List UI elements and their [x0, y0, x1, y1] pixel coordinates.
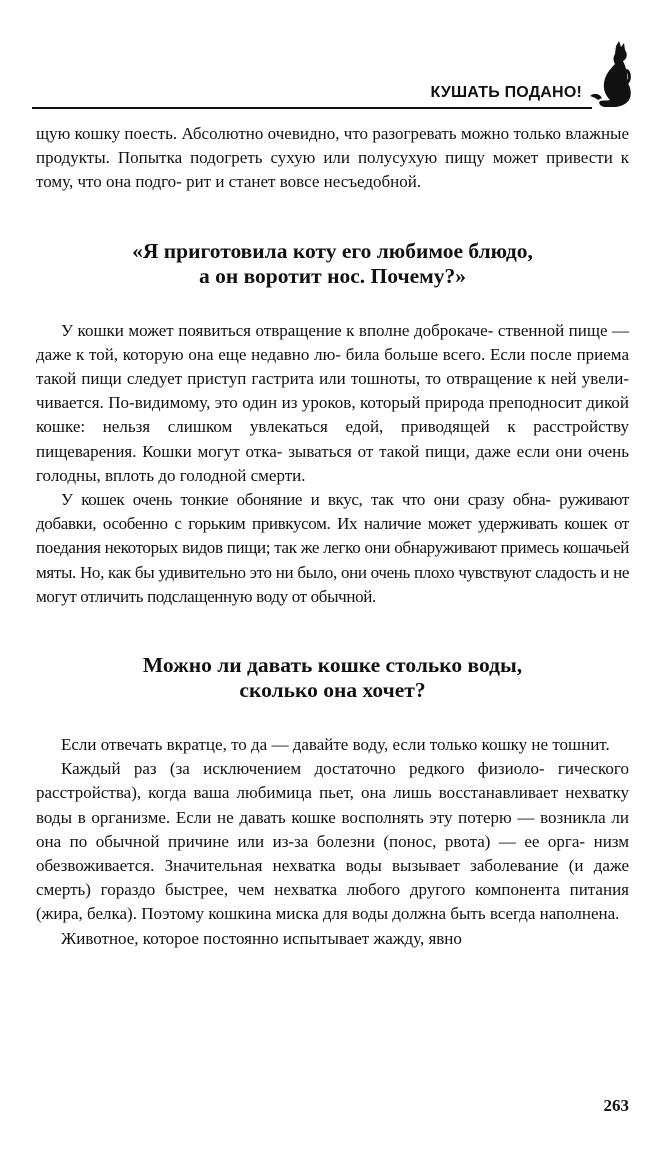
page-body	[36, 122, 629, 951]
section-heading	[36, 239, 629, 289]
header-rule	[32, 107, 592, 109]
paragraph	[36, 488, 629, 609]
text-line: приступ гастрита или тошноты, то отвращение к ней увели-	[187, 369, 630, 389]
text-line: давать кошке восполнять эту потерю — возникла ли она по	[36, 807, 630, 851]
text-line: У кошек очень тонкие обоняние и вкус, так что они сразу обна-	[61, 490, 551, 510]
intro-paragraph	[36, 122, 629, 195]
text-line: приводящей к расстройству пищеварения. Кошки могут отка-	[36, 417, 629, 461]
text-line: низм обезвоживается. Значительная нехватка воды вызывает	[36, 831, 630, 876]
paragraph	[36, 927, 629, 951]
heading-line: Можно ли давать кошке столько воды,	[142, 653, 523, 678]
text-line: руживают добавки, особенно с горьким привкусом. Их наличие	[36, 490, 629, 534]
text-line: ственной пище — даже к той, которую она еще недавно лю-	[36, 320, 630, 364]
text-line: и не могут отличить подслащенную воду от обычной.	[36, 562, 630, 606]
text-line: вплоть до голодной смерти.	[105, 465, 306, 485]
heading-line: «Я приготовила коту его любимое блюдо,	[132, 238, 533, 263]
text-line: рит и станет вовсе несъедобной.	[186, 172, 422, 192]
paragraph	[36, 757, 629, 926]
text-line: обычной причине или из-за болезни (понос, рвота) — ее орга-	[95, 831, 586, 851]
text-line: била больше всего. Если после приема такой пищи следует	[36, 344, 629, 389]
text-line: зываться от такой пищи, даже если они очень голодны,	[36, 441, 629, 485]
text-line: можно только влажные продукты. Попытка подогреть сухую	[36, 124, 630, 168]
paragraph	[36, 319, 629, 488]
heading-line: сколько она хочет?	[239, 678, 426, 703]
text-line: Если отвечать вкратце, то да — давайте воду, если только	[61, 735, 478, 755]
text-line: кошку не тошнит.	[481, 735, 610, 755]
text-line: лишь восстанавливает нехватку воды в организме. Если не	[36, 783, 630, 827]
cat-silhouette-icon	[586, 40, 632, 108]
text-line: любого другого компонента питания (жира, белка). Поэтому	[36, 880, 629, 924]
text-line: заболевание (и даже смерть) гораздо быстрее, чем нехватка	[36, 856, 630, 900]
paragraph	[36, 733, 629, 757]
heading-line: а он воротит нос. Почему?»	[198, 263, 467, 288]
text-line: У кошки может появиться отвращение к вполне доброкаче-	[61, 320, 494, 340]
page-number: 263	[603, 1096, 629, 1115]
running-header-title: КУШАТЬ ПОДАНО!	[430, 84, 582, 101]
section-heading	[36, 653, 629, 703]
text-line: чивается. По-видимому, это один из уроков, который природа	[36, 393, 485, 413]
text-line: Животное, которое постоянно испытывает жажду, явно	[61, 928, 462, 948]
text-line: щую кошку поесть. Абсолютно очевидно, что разогревать	[36, 124, 457, 143]
text-line: Каждый раз (за исключением достаточно редкого физиоло-	[61, 759, 545, 779]
text-line: кошкина миска для воды должна быть всегда наполнена.	[208, 904, 620, 924]
text-line: так же легко они обнаруживают примесь кошачьей мяты. Но, как	[36, 538, 629, 582]
text-line: может удерживать кошек от поедания некоторых видов пищи;	[36, 514, 629, 558]
text-line: преподносит дикой кошке: нельзя слишком увлекаться едой,	[36, 393, 630, 437]
running-header	[32, 40, 632, 110]
text-line: бы удивительно это ни было, они очень плохо чувствуют сладость	[134, 562, 597, 582]
text-line: гического расстройства), когда ваша любимица пьет, она	[36, 759, 629, 803]
text-line: или полусухую пищу может привести к тому, что она подго-	[36, 148, 630, 192]
